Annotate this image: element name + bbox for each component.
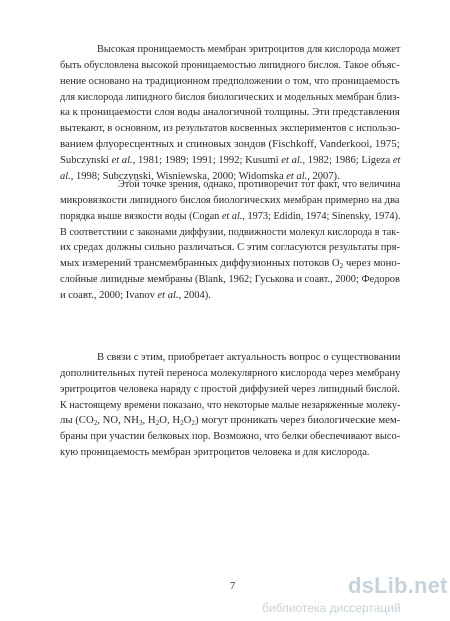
subscript: 2 — [180, 419, 184, 428]
text-line — [60, 92, 400, 104]
text-run: К настоящему времени показано, что некоторые малые незаряженные молеку- — [60, 399, 401, 411]
text-run: ванием флуоресцентных и спиновых зондов (Fischkoff, Vanderkooi, 1975; — [60, 139, 400, 151]
text-line — [60, 60, 400, 72]
text-line — [60, 123, 400, 135]
text-run: Высокая проницаемость мембран эритроцитов для кислорода может — [97, 44, 401, 55]
italic-text: et — [392, 154, 401, 166]
text-run: лы (CO — [60, 415, 94, 427]
text-run: эритроцитов человека наряду с простой диффузией через липидный бислой. — [60, 383, 400, 395]
italic-text: et al. — [281, 154, 303, 166]
text-run: , 1982; 1986; Ligeza — [302, 154, 393, 166]
text-line — [60, 139, 400, 151]
text-line — [60, 76, 400, 88]
subscript: 3 — [138, 419, 143, 428]
text-run: Этой точке зрения, однако, противоречит тот факт, что величина — [118, 179, 401, 190]
watermark-logo: dsLib.net — [348, 573, 448, 598]
subscript: 2 — [93, 419, 98, 428]
text-line — [60, 415, 400, 427]
text-run: слойные липидные мембраны (Blank, 1962; Гуськова и соавт., 2000; Федоров — [60, 274, 400, 286]
text-line — [60, 431, 400, 443]
text-run: O, H — [159, 415, 181, 427]
text-line — [60, 155, 400, 167]
text-run: O — [183, 415, 192, 427]
watermark-subtitle: библиотека диссертаций — [262, 601, 401, 615]
text-run: браны при участии белковых пор. Возможно, что белки обеспечивают высо- — [60, 431, 401, 443]
text-run: дополнительных путей переноса молекулярного кислорода через мембрану — [60, 367, 401, 379]
subscript: 2 — [339, 262, 344, 271]
text-run: В связи с этим, приобретает актуальность вопрос о существовании — [97, 352, 401, 363]
text-run: их средах должны сильно различаться. С этим согласуются результаты пря- — [60, 242, 401, 254]
italic-text: al. — [60, 170, 71, 182]
text-line — [97, 44, 400, 56]
text-line — [60, 107, 400, 119]
text-run: В соответствии с законами диффузии, подвижности молекул кислорода в так- — [60, 226, 400, 238]
text-run: , NO, NH — [97, 415, 139, 427]
page-number: 7 — [230, 581, 236, 592]
text-run: Subczynski — [60, 154, 112, 166]
text-line — [60, 384, 400, 396]
text-line — [60, 242, 400, 254]
text-run: , 2004). — [178, 289, 211, 301]
text-run: , 1998; Subczynski, Wisniewska, 2000; Widomska — [70, 170, 287, 182]
italic-text: et al. — [111, 154, 133, 166]
text-run: через моно- — [343, 258, 401, 270]
italic-text: et al. — [157, 289, 179, 301]
text-run: быть обусловлена высокой проницаемостью липидного бислоя. Такое объяс- — [60, 59, 400, 71]
text-run: , 1973; Edidin, 1974; Sinensky, 1974). — [242, 210, 401, 222]
text-line — [60, 290, 211, 302]
text-run: кую проницаемость мембран эритроцитов человека и для кислорода. — [60, 447, 370, 459]
text-line — [60, 274, 400, 286]
text-run: , H — [142, 415, 156, 427]
text-line — [60, 368, 400, 380]
italic-text: et al. — [221, 210, 243, 222]
text-line — [60, 447, 370, 459]
text-run: мых измерений трансмембранных диффузионных потоков O — [60, 258, 340, 270]
text-run: нение основано на традиционном предположении о том, что проницаемость — [60, 75, 400, 87]
text-line — [60, 400, 400, 412]
subscript: 2 — [191, 419, 195, 428]
text-line — [60, 258, 400, 270]
text-run: ка к проницаемости слоя воды аналогичной толщины. Эти представления — [60, 107, 400, 119]
text-run: ) могут проникать через биологические мем- — [194, 415, 401, 427]
text-line — [97, 352, 400, 364]
text-line — [60, 195, 399, 207]
text-line — [60, 227, 400, 239]
text-run: порядка выше вязкости воды (Cogan — [60, 210, 222, 222]
text-run: , 1981; 1989; 1991; 1992; Kusumi — [132, 154, 282, 166]
italic-text: et al. — [286, 170, 308, 182]
text-run: для кислорода липидного бислоя биологических и модельных мембран близ- — [60, 91, 400, 103]
text-line — [60, 211, 400, 223]
text-run: вытекают, в основном, из результатов косвенных экспериментов с использо- — [60, 123, 400, 135]
text-run: , 2007). — [307, 170, 340, 182]
text-run: микровязкости липидного бислоя биологических мембран примерно на два — [60, 194, 400, 206]
subscript: 2 — [155, 419, 160, 428]
text-line — [118, 179, 400, 191]
text-run: и соавт., 2000; Ivanov — [60, 289, 158, 301]
